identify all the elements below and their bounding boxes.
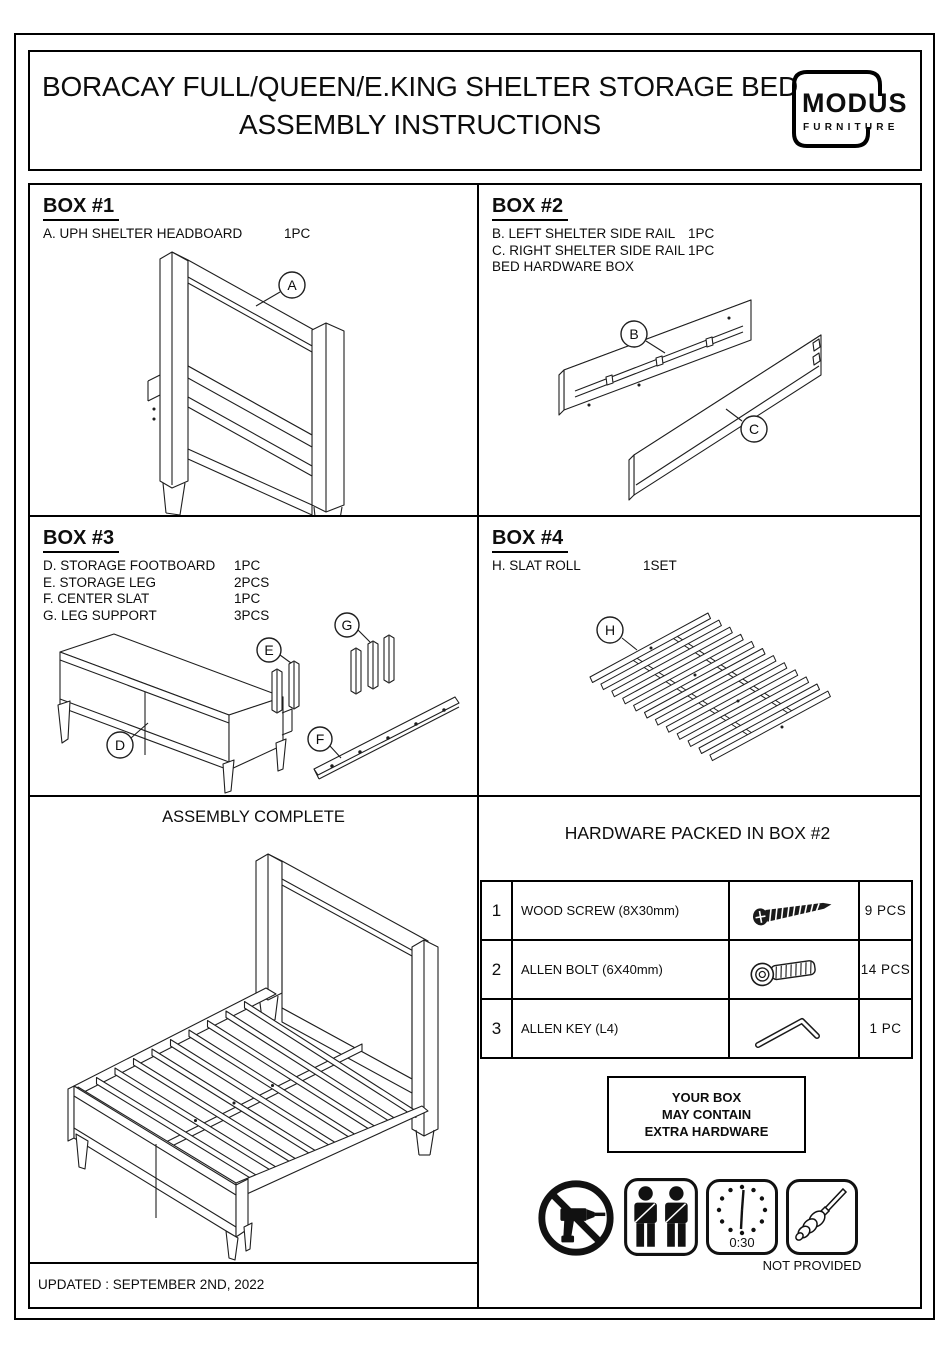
item-label: D. STORAGE FOOTBOARD bbox=[43, 558, 216, 573]
assembly-time-icon bbox=[705, 1177, 779, 1257]
title-line1: BORACAY FULL/QUEEN/E.KING SHELTER STORAGE BED bbox=[41, 71, 798, 102]
extra-hardware-notice bbox=[607, 1076, 806, 1153]
box2-heading: BOX #2 bbox=[492, 195, 568, 221]
callout-a-label: A bbox=[287, 277, 297, 293]
assembly-complete-section bbox=[30, 797, 477, 1262]
item-qty: 1PC bbox=[688, 242, 715, 258]
clock-time-label: 0:30 bbox=[729, 1235, 755, 1250]
table-row bbox=[482, 882, 911, 939]
title-box bbox=[28, 50, 922, 171]
box3-heading: BOX #3 bbox=[43, 527, 119, 553]
content-grid bbox=[28, 183, 922, 1309]
notice-line: MAY CONTAIN bbox=[661, 1107, 752, 1122]
footer-section bbox=[30, 1264, 477, 1303]
item-qty: 1PC bbox=[284, 226, 311, 241]
item-qty: 1SET bbox=[643, 558, 677, 573]
item-qty: 2PCS bbox=[234, 574, 270, 590]
item-qty: 1PC bbox=[234, 591, 261, 606]
item-label: H. SLAT ROLL bbox=[492, 558, 581, 573]
two-person-assembly-icon bbox=[623, 1177, 699, 1257]
screwdriver-icon bbox=[785, 1177, 859, 1257]
hardware-qty: 9 PCS bbox=[864, 903, 907, 918]
not-provided-label: NOT PROVIDED bbox=[762, 1258, 862, 1273]
assembly-pictograms bbox=[535, 1177, 865, 1257]
assembled-bed-illustration bbox=[30, 831, 477, 1261]
callout-b-label: B bbox=[629, 326, 639, 342]
logo-subtitle: FURNITURE bbox=[803, 122, 899, 133]
item-label: F. CENTER SLAT bbox=[43, 591, 150, 606]
row-number: 1 bbox=[482, 882, 513, 939]
footboard-parts-illustration bbox=[30, 517, 477, 795]
updated-date: UPDATED : SEPTEMBER 2ND, 2022 bbox=[38, 1277, 265, 1292]
item-qty: 1PC bbox=[234, 558, 261, 573]
logo-name: MODUS bbox=[802, 88, 908, 118]
callout-f-label: F bbox=[315, 731, 325, 747]
slat-roll-illustration bbox=[479, 517, 916, 795]
no-power-tools-icon bbox=[535, 1177, 617, 1259]
notice-line: YOUR BOX bbox=[671, 1090, 742, 1105]
hardware-icon-cell bbox=[730, 882, 860, 939]
hardware-icon-cell bbox=[730, 941, 860, 998]
callout-g-label: G bbox=[341, 617, 353, 633]
box1-heading: BOX #1 bbox=[43, 195, 119, 221]
hardware-icon-cell bbox=[730, 1000, 860, 1057]
hardware-name: ALLEN BOLT (6X40mm) bbox=[513, 941, 730, 998]
row-number: 3 bbox=[482, 1000, 513, 1057]
row-number: 2 bbox=[482, 941, 513, 998]
side-rails-illustration bbox=[479, 185, 916, 515]
item-qty: 1PC bbox=[688, 226, 715, 241]
title-line2: ASSEMBLY INSTRUCTIONS bbox=[239, 109, 601, 140]
callout-h-label: H bbox=[604, 622, 616, 638]
table-row bbox=[482, 998, 911, 1057]
item-label: A. UPH SHELTER HEADBOARD bbox=[43, 226, 243, 241]
headboard-illustration bbox=[30, 185, 477, 515]
callout-c-label: C bbox=[748, 421, 760, 437]
hardware-title: HARDWARE PACKED IN BOX #2 bbox=[564, 823, 831, 843]
hardware-qty: 14 PCS bbox=[860, 962, 911, 977]
box4-section bbox=[479, 517, 916, 795]
item-label: BED HARDWARE BOX bbox=[492, 259, 635, 274]
wood-screw-icon bbox=[744, 889, 844, 933]
hardware-qty: 1 PC bbox=[869, 1021, 902, 1036]
box1-section bbox=[30, 185, 477, 515]
allen-bolt-icon bbox=[744, 948, 844, 992]
hardware-section bbox=[479, 797, 916, 1307]
notice-line: EXTRA HARDWARE bbox=[644, 1124, 769, 1139]
callout-d-label: D bbox=[114, 737, 126, 753]
hardware-table bbox=[480, 880, 913, 1059]
item-label: E. STORAGE LEG bbox=[43, 574, 157, 590]
hardware-name: ALLEN KEY (L4) bbox=[513, 1000, 730, 1057]
item-qty: 3PCS bbox=[234, 607, 270, 623]
box2-section bbox=[479, 185, 916, 515]
allen-key-icon bbox=[744, 1007, 844, 1051]
item-label: G. LEG SUPPORT bbox=[43, 607, 157, 623]
modus-furniture-logo bbox=[788, 66, 938, 156]
document-title bbox=[30, 68, 810, 144]
box3-section bbox=[30, 517, 477, 795]
hardware-name: WOOD SCREW (8X30mm) bbox=[513, 882, 730, 939]
assembly-complete-title: ASSEMBLY COMPLETE bbox=[162, 808, 345, 826]
item-label: B. LEFT SHELTER SIDE RAIL bbox=[492, 226, 676, 241]
callout-e-label: E bbox=[264, 642, 274, 658]
item-label: C. RIGHT SHELTER SIDE RAIL bbox=[492, 242, 686, 258]
box4-heading: BOX #4 bbox=[492, 527, 568, 553]
table-row bbox=[482, 939, 911, 998]
